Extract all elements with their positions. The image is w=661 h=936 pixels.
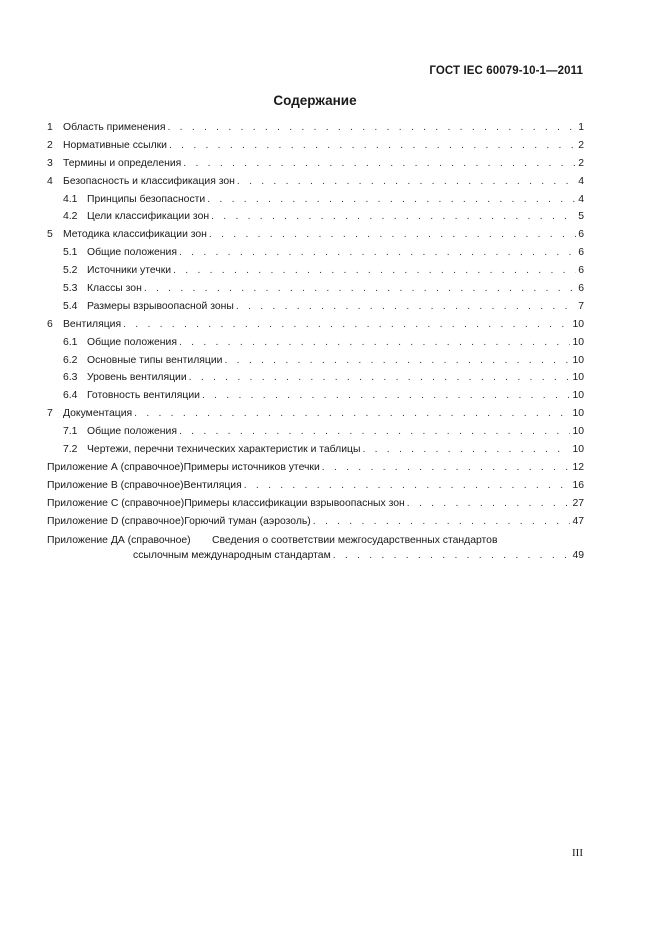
toc-entry-title: Методика классификации зон	[63, 229, 207, 241]
toc-leader-dots	[224, 355, 570, 366]
toc-entry-5[interactable]	[47, 229, 584, 247]
toc-entry-number: 6.4	[63, 390, 78, 402]
toc-entry-title: Источники утечки	[87, 265, 172, 277]
toc-appendix-d[interactable]	[47, 516, 584, 534]
toc-entry-number: 5.4	[63, 300, 78, 312]
appendix-title: Вентиляция	[183, 479, 242, 491]
toc-entry-title: Основные типы вентиляции	[87, 354, 223, 366]
toc-entry-number: 3	[47, 157, 53, 169]
toc-entry-4[interactable]	[47, 176, 584, 194]
toc-entry-5-2[interactable]	[47, 265, 584, 283]
toc-leader-dots	[189, 372, 571, 383]
toc-entry-7-1[interactable]	[47, 426, 584, 444]
appendix-label: Приложение ДА (справочное)	[47, 535, 191, 547]
toc-entry-page: 10	[572, 408, 584, 420]
toc-entry-6-2[interactable]	[47, 355, 584, 373]
toc-leader-dots	[123, 319, 570, 330]
toc-entry-number: 5.2	[63, 265, 78, 277]
toc-entry-page: 6	[578, 229, 584, 241]
toc-entry-2[interactable]	[47, 140, 584, 158]
toc-entry-title: Классы зон	[87, 283, 142, 295]
toc-entry-4-2[interactable]	[47, 211, 584, 229]
toc-entry-4-1[interactable]	[47, 194, 584, 212]
toc-entry-5-1[interactable]	[47, 247, 584, 265]
appendix-page: 49	[572, 550, 584, 562]
toc-entry-number: 5	[47, 229, 53, 241]
toc-entry-title: Область применения	[63, 122, 166, 133]
toc-leader-dots	[333, 550, 571, 561]
toc-entry-title: Размеры взрывоопасной зоны	[87, 300, 234, 312]
toc-entry-6-3[interactable]	[47, 372, 584, 390]
toc-entry-number: 6	[47, 318, 53, 330]
toc-leader-dots	[173, 265, 576, 276]
toc-appendix-c[interactable]	[47, 498, 584, 516]
toc-leader-dots	[407, 498, 571, 509]
appendix-page: 47	[572, 515, 584, 527]
toc-leader-dots	[167, 122, 576, 133]
toc-entry-number: 4.2	[63, 211, 78, 223]
page-number: III	[572, 847, 583, 859]
toc-entry-6[interactable]	[47, 319, 584, 337]
toc-leader-dots	[237, 176, 576, 187]
toc-leader-dots	[313, 516, 571, 527]
toc-entry-1[interactable]	[47, 122, 584, 140]
appendix-title-line2: ссылочным международным стандартам	[133, 550, 331, 562]
toc-entry-page: 10	[572, 390, 584, 402]
appendix-title: Примеры источников утечки	[183, 461, 320, 473]
toc-entry-page: 6	[578, 247, 584, 259]
toc-entry-number: 5.3	[63, 283, 78, 295]
toc-entry-title: Документация	[63, 408, 133, 420]
toc-leader-dots	[202, 390, 571, 401]
toc-entry-number: 7	[47, 408, 53, 420]
toc-appendix-da[interactable]	[47, 535, 584, 567]
appendix-page: 27	[572, 497, 584, 509]
appendix-label: Приложение D (справочное)	[47, 515, 185, 527]
toc-entry-title: Готовность вентиляции	[87, 390, 200, 402]
appendix-title-line1: Сведения о соответствии межгосударственных стандартов	[212, 535, 498, 547]
toc-entry-number: 6.3	[63, 372, 78, 384]
toc-entry-page: 10	[572, 372, 584, 384]
toc-entry-title: Вентиляция	[63, 318, 122, 330]
appendix-label: Приложение А (справочное)	[47, 461, 184, 473]
toc-entry-5-3[interactable]	[47, 283, 584, 301]
toc-entry-page: 10	[572, 318, 584, 330]
toc-entry-number: 4	[47, 175, 53, 187]
appendix-da-second-line	[47, 550, 584, 567]
toc-entry-7-2[interactable]	[47, 444, 584, 462]
toc-entry-6-4[interactable]	[47, 390, 584, 408]
toc-entry-number: 7.2	[63, 444, 78, 456]
toc-entry-number: 4.1	[63, 193, 78, 205]
table-of-contents	[47, 122, 584, 567]
toc-leader-dots	[169, 140, 576, 151]
toc-entry-page: 2	[578, 139, 584, 151]
toc-entry-title: Чертежи, перечни технических характеристик и таблицы	[87, 444, 361, 456]
toc-entry-7[interactable]	[47, 408, 584, 426]
toc-entry-page: 10	[572, 426, 584, 438]
toc-leader-dots	[209, 229, 576, 240]
toc-entry-5-4[interactable]	[47, 301, 584, 319]
toc-entry-page: 4	[578, 193, 584, 205]
toc-appendix-a[interactable]	[47, 462, 584, 480]
toc-title: Содержание	[273, 93, 357, 108]
toc-entry-title: Общие положения	[87, 426, 177, 438]
toc-entry-page: 2	[578, 157, 584, 169]
toc-entry-number: 6.2	[63, 354, 78, 366]
appendix-label: Приложение С (справочное)	[47, 497, 185, 509]
toc-entry-title: Общие положения	[87, 336, 177, 348]
toc-entry-number: 6.1	[63, 336, 78, 348]
toc-entry-page: 5	[578, 211, 584, 223]
appendix-label: Приложение В (справочное)	[47, 479, 184, 491]
toc-entry-page: 10	[572, 444, 584, 456]
toc-entry-page: 1	[578, 122, 584, 133]
appendix-title: Горючий туман (аэрозоль)	[184, 515, 311, 527]
toc-leader-dots	[183, 158, 576, 169]
appendix-da-first-line	[47, 535, 584, 550]
toc-leader-dots	[179, 247, 576, 258]
toc-entry-title: Термины и определения	[63, 157, 182, 169]
toc-entry-page: 6	[578, 265, 584, 277]
appendix-page: 12	[572, 461, 584, 473]
toc-entry-title: Нормативные ссылки	[63, 139, 167, 151]
toc-leader-dots	[134, 408, 570, 419]
toc-entry-page: 7	[578, 300, 584, 312]
toc-entry-number: 7.1	[63, 426, 78, 438]
toc-leader-dots	[207, 194, 576, 205]
toc-entry-number: 5.1	[63, 247, 78, 259]
toc-appendix-b[interactable]	[47, 480, 584, 498]
toc-leader-dots	[179, 426, 570, 437]
toc-entry-title: Безопасность и классификация зон	[63, 175, 235, 187]
appendix-page: 16	[572, 479, 584, 491]
toc-leader-dots	[211, 211, 576, 222]
toc-leader-dots	[179, 337, 570, 348]
toc-entry-title: Принципы безопасности	[87, 193, 206, 205]
toc-leader-dots	[244, 480, 571, 491]
document-header-code: ГОСТ IEC 60079-10-1—2011	[429, 65, 583, 77]
toc-leader-dots	[362, 444, 570, 455]
toc-entry-page: 4	[578, 175, 584, 187]
toc-leader-dots	[144, 283, 576, 294]
appendix-title: Примеры классификации взрывоопасных зон	[184, 497, 405, 509]
toc-entry-3[interactable]	[47, 158, 584, 176]
toc-leader-dots	[322, 462, 571, 473]
toc-entry-6-1[interactable]	[47, 337, 584, 355]
toc-entry-title: Общие положения	[87, 247, 177, 259]
toc-entry-title: Цели классификации зон	[87, 211, 210, 223]
toc-entry-number: 2	[47, 139, 53, 151]
toc-entry-page: 10	[572, 336, 584, 348]
toc-leader-dots	[236, 301, 576, 312]
toc-entry-number: 1	[47, 122, 53, 133]
toc-entry-page: 10	[572, 354, 584, 366]
toc-entry-title: Уровень вентиляции	[87, 372, 187, 384]
toc-entry-page: 6	[578, 283, 584, 295]
